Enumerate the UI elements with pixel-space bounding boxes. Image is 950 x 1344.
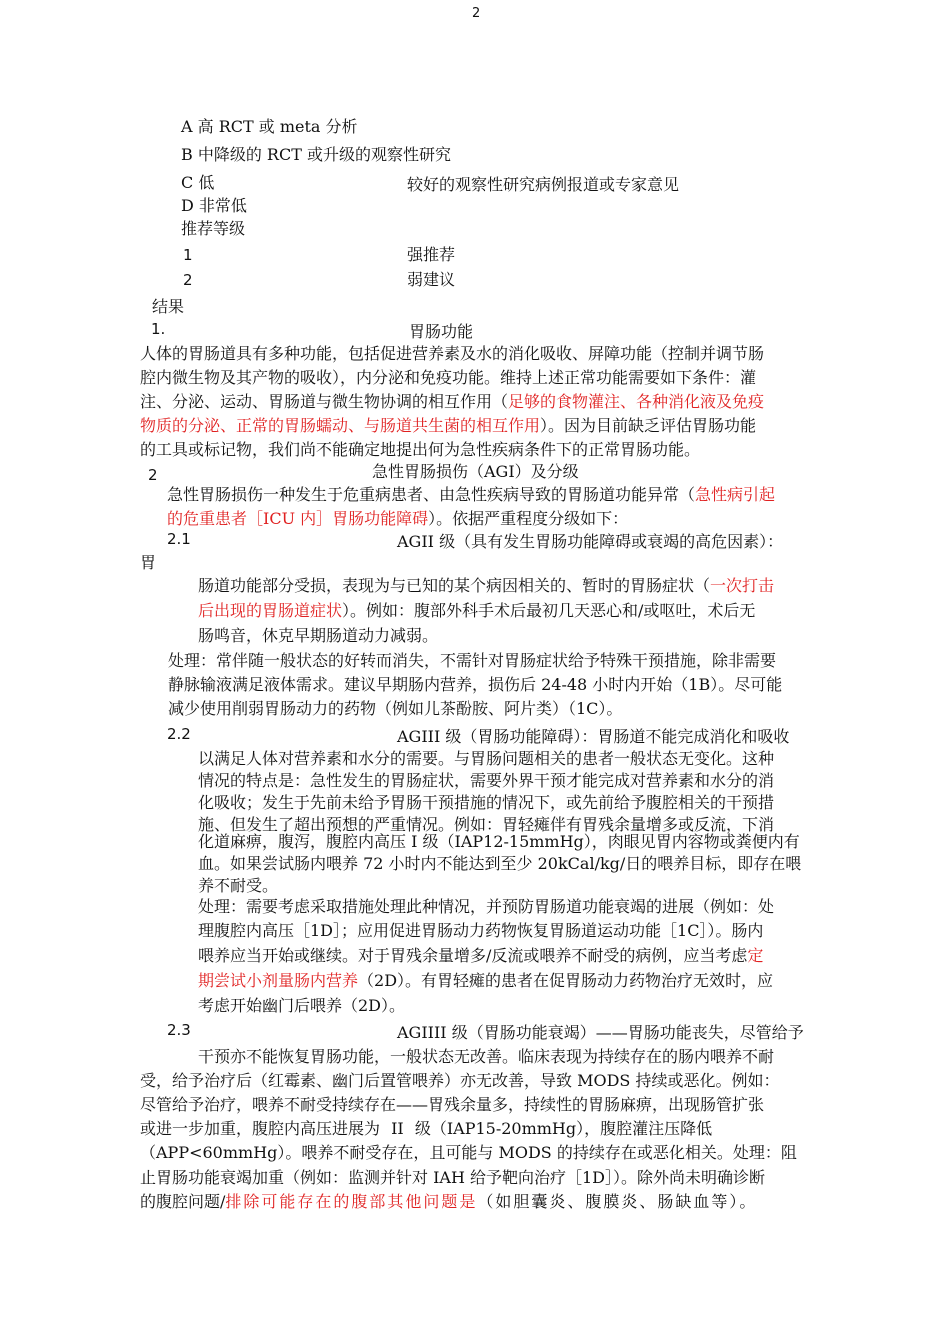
s2-line-1-text: 急性胃肠损伤一种发生于危重病患者、由急性疾病导致的胃肠道功能异常（ [167,485,696,504]
s21-treatment-3: 减少使用削弱胃肠动力的药物（例如儿茶酚胺、阿片类）（1C）。 [168,699,623,718]
recommendation-2-desc: 弱建议 [407,270,456,289]
s21-treatment-1: 处理：常伴随一般状态的好转而消失，不需针对胃肠症状给予特殊干预措施，除非需要 [168,651,777,670]
section-2-2-number: 2.2 [167,725,191,743]
results-heading: 结果 [152,297,185,316]
grade-c-label: C 低 [181,173,215,192]
s23-line-5: （APP<60mmHg）。喂养不耐受存在，且可能与 MODS 的持续存在或恶化相关。处理：阻 [140,1143,797,1162]
s22-line-1: 以满足人体对营养素和水分的需要。与胃肠问题相关的患者一般状态无变化。这种 [198,749,775,768]
s22-treatment-4-highlight: 期尝试小剂量肠内营养 [198,971,359,990]
s23-line-1: 干预亦不能恢复胃肠功能，一般状态无改善。临床表现为持续存在的肠内喂养不耐 [198,1047,775,1066]
s1-line-4-highlight: 物质的分泌、正常的胃肠蠕动、与肠道共生菌的相互作用 [140,416,541,435]
s23-line-2: 受，给予治疗后（红霉素、幽门后置管喂养）亦无改善，导致 MODS 持续或恶化。例如： [140,1071,780,1090]
s22-treatment-3-highlight: 定 [747,946,764,965]
s22-treatment-1: 处理：需要考虑采取措施处理此种情况，并预防胃肠道功能衰竭的进展（例如：处 [198,897,775,916]
s1-line-5: 的工具或标记物，我们尚不能确定地提出何为急性疾病条件下的正常胃肠功能。 [140,440,701,459]
s2-line-2-text: ）。依据严重程度分级如下： [428,509,629,528]
s22-treatment-4 [198,968,773,991]
s23-line-7-tail: （如胆囊炎、腹膜炎、肠缺血等）。 [477,1192,758,1211]
s21-line-2-highlight: 后出现的胃肠道症状 [198,601,343,620]
s22-line-6: 血。如果尝试肠内喂养 72 小时内不能达到至少 20kCal/kg/日的喂养目标，即存在喂 [198,854,802,873]
s23-line-7 [140,1189,757,1212]
s21-line-1-text: 肠道功能部分受损，表现为与已知的某个病因相关的、暂时的胃肠症状（ [198,576,711,595]
s23-line-3: 尽管给予治疗，喂养不耐受持续存在——胃残余量多，持续性的胃肠麻痹，出现肠管扩张 [140,1095,765,1114]
section-2-1-title: AGII 级（具有发生胃肠功能障碍或衰竭的高危因素）： [397,532,784,551]
s21-line-1-highlight: 一次打击 [710,576,775,595]
s22-line-4: 施、但发生了超出预想的严重情况。例如：胃轻瘫伴有胃残余量增多或反流，下消 [198,815,775,834]
s2-line-2-highlight: 的危重患者［ICU 内］胃肠功能障碍 [167,509,429,528]
s1-line-3-highlight: 足够的食物灌注、各种消化液及免疫 [508,392,765,411]
s22-line-2: 情况的特点是：急性发生的胃肠症状，需要外界干预才能完成对营养素和水分的消 [198,771,775,790]
s1-line-1: 人体的胃肠道具有多种功能，包括促进营养素及水的消化吸收、屏障功能（控制并调节肠 [140,344,765,363]
section-2-number: 2 [148,466,158,484]
s22-line-3: 化吸收；发生于先前未给予胃肠干预措施的情况下，或先前给予腹腔相关的干预措 [198,793,775,812]
s23-line-6: 止胃肠功能衰竭加重（例如：监测并针对 IAH 给予靶向治疗［1D］）。除外尚未明确诊断 [140,1168,766,1187]
s1-line-3-text: 注、分泌、运动、胃肠道与微生物协调的相互作用（ [140,392,509,411]
s23-line-7-text: 的腹腔问题/ [140,1192,226,1211]
s22-line-7: 养不耐受。 [198,876,279,895]
s1-line-2: 腔内微生物及其产物的吸收），内分泌和免疫功能。维持上述正常功能需要如下条件：灌 [140,368,757,387]
section-2-2-title: AGIII 级（胃肠功能障碍）：胃肠道不能完成消化和吸收 [397,727,790,746]
recommendation-1-num: 1 [183,246,193,264]
s1-line-4 [140,413,756,436]
s2-line-1-highlight: 急性病引起 [695,485,776,504]
s22-treatment-3-text: 喂养应当开始或继续。对于胃残余量增多/反流或喂养不耐受的病例，应当考虑 [198,946,748,965]
s1-line-3 [140,389,764,412]
recommendation-2-num: 2 [183,271,193,289]
s23-line-7-highlight: 排除可能存在的腹部其他问题是 [225,1192,478,1211]
s22-line-5: 化道麻痹，腹泻，腹腔内高压 I 级（IAP12-15mmHg），肉眼见胃内容物或粪便内有 [198,832,800,851]
section-1-title: 胃肠功能 [409,322,474,341]
s22-treatment-2: 理腹腔内高压［1D］；应用促进胃肠动力药物恢复胃肠道运动功能［1C］）。肠内 [198,921,764,940]
s21-treatment-2: 静脉输液满足液体需求。建议早期肠内营养，损伤后 24-48 小时内开始（1B）。尽可能 [168,675,783,694]
section-2-3-title: AGIIII 级（胃肠功能衰竭）——胃肠功能丧失，尽管给予 [397,1023,804,1042]
section-2-title: 急性胃肠损伤（AGI）及分级 [372,462,579,481]
s22-treatment-4-text: （2D）。有胃轻瘫的患者在促胃肠动力药物治疗无效时，应 [358,971,774,990]
s21-line-2 [198,598,755,621]
grade-d-label: D 非常低 [181,196,247,215]
section-2-3-number: 2.3 [167,1021,191,1039]
s21-line-1 [198,573,774,596]
page-number: 2 [472,6,481,21]
s21-line-3: 肠鸣音，休克早期肠道动力减弱。 [198,626,439,645]
s2-line-2 [167,506,628,529]
s2-line-1 [167,482,775,505]
s22-treatment-5: 考虑开始幽门后喂养（2D）。 [198,996,406,1015]
section-2-1-number: 2.1 [167,530,191,548]
section-2-1-lead: 胃 [140,553,157,572]
recommendation-1-desc: 强推荐 [407,245,456,264]
s23-line-4: 或进一步加重，腹腔内高压进展为 II 级（IAP15-20mmHg），腹腔灌注压降低 [140,1119,713,1138]
s22-treatment-3 [198,943,763,966]
grade-c-desc: 较好的观察性研究病例报道或专家意见 [407,175,680,194]
s21-line-2-text: ）。例如：腹部外科手术后最初几天恶心和/或呕吐，术后无 [342,601,756,620]
s1-line-4-text: ）。因为目前缺乏评估胃肠功能 [540,416,757,435]
grade-b: B 中降级的 RCT 或升级的观察性研究 [181,145,451,164]
recommendation-title: 推荐等级 [181,219,246,238]
section-1-number: 1. [151,320,166,338]
grade-a: A 高 RCT 或 meta 分析 [181,117,358,136]
